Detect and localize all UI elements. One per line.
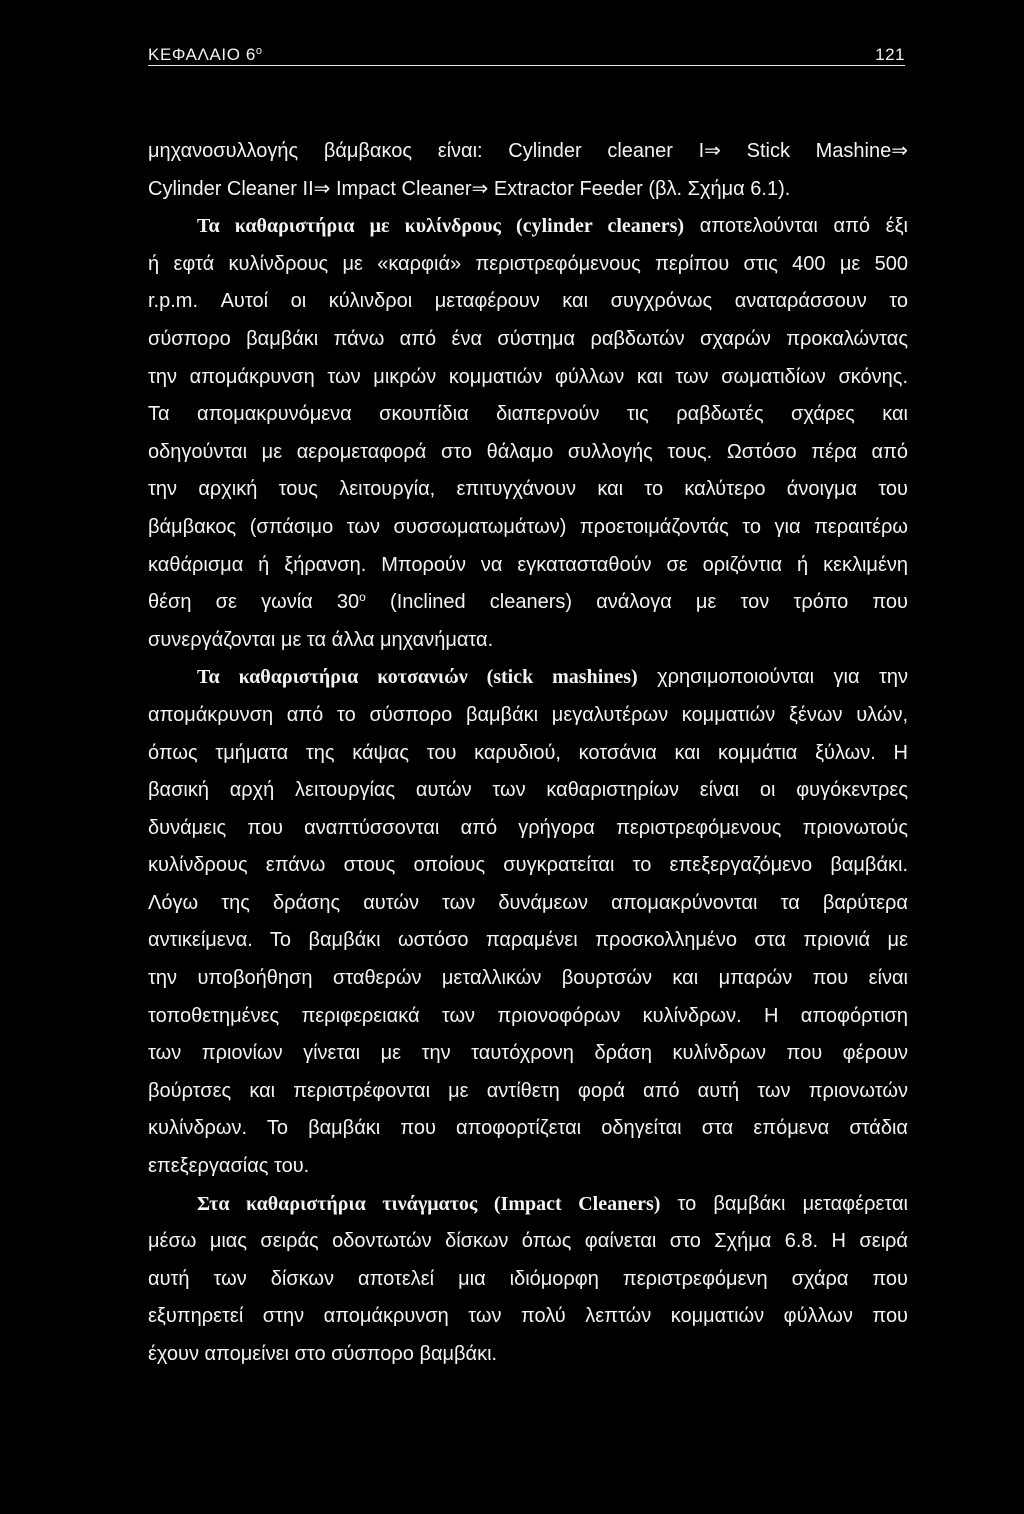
text-line: απομάκρυνση από το σύσπορο βαμβάκι μεγαλυτέρων κομματιών ξένων υλών, [148, 703, 908, 726]
text-line: έχουν απομείνει στο σύσπορο βαμβάκι. [148, 1343, 498, 1365]
bold-term: Τα καθαριστήρια κοτσανιών (stick mashines) [197, 666, 638, 689]
text-line: μηχανοσυλλογής βάμβακος είναι: Cylinder cleaner I⇒ Stick Mashine⇒ [148, 140, 908, 162]
line-text: θέση σε γωνία 30 [148, 591, 360, 614]
text-line: Λόγω της δράσης αυτών των δυνάμεων απομακρύνονται τα βαρύτερα [148, 891, 908, 914]
text-line [197, 208, 908, 246]
paragraph [148, 133, 908, 208]
text-line: την αρχική τους λειτουργία, επιτυγχάνουν και το καλύτερο άνοιγμα του [148, 478, 908, 501]
chapter-superscript: ο [255, 45, 263, 57]
text-line: επεξεργασίας του. [148, 1155, 310, 1178]
line-text: το βαμβάκι μεταφέρεται [660, 1192, 908, 1215]
text-line: κυλίνδρους επάνω στους οποίους συγκρατείται το επεξεργαζόμενο βαμβάκι. [148, 854, 908, 877]
paragraph [148, 208, 908, 659]
text-line [148, 584, 908, 622]
page-header [148, 44, 905, 66]
text-line: αντικείμενα. Το βαμβάκι ωστόσο παραμένει προσκολλημένο στα πριονιά με [148, 929, 908, 952]
text-line: ή εφτά κυλίνδρους με «καρφιά» περιστρεφόμενους περίπου στις 400 με 500 [148, 252, 908, 275]
text-line: εξυπηρετεί στην απομάκρυνση των πολύ λεπτών κομματιών φύλλων που [148, 1305, 908, 1328]
chapter-label: ΚΕΦΑΛΑΙΟ 6 [148, 45, 256, 64]
bold-term: Τα καθαριστήρια με κυλίνδρους (cylinder cleaners) [197, 215, 685, 238]
text-line: κυλίνδρων. Το βαμβάκι που αποφορτίζεται οδηγείται στα επόμενα στάδια [148, 1117, 908, 1140]
text-line: όπως τμήματα της κάψας του καρυδιού, κοτσάνια και κομμάτια ξύλων. Η [148, 741, 908, 764]
text-line: οδηγούνται με αερομεταφορά στο θάλαμο συλλογής τους. Ωστόσο πέρα από [148, 440, 908, 463]
line-text: χρησιμοποιούνται για την [637, 666, 909, 689]
text-line: σύσπορο βαμβάκι πάνω από ένα σύστημα ραβδωτών σχαρών προκαλώντας [148, 327, 908, 350]
text-line: την υποβοήθηση σταθερών μεταλλικών βουρτσών και μπαρών που είναι [148, 967, 908, 990]
text-line: των πριονίων γίνεται με την ταυτόχρονη δράση κυλίνδρων που φέρουν [148, 1042, 908, 1065]
text-line: Cylinder Cleaner II⇒ Impact Cleaner⇒ Extractor Feeder (βλ. Σχήμα 6.1). [148, 177, 791, 200]
chapter-title [148, 45, 263, 65]
text-line: καθάρισμα ή ξήρανση. Μπορούν να εγκατασταθούν σε οριζόντια ή κεκλιμένη [148, 553, 908, 576]
text-line: τοποθετημένες περιφερειακά των πριονοφόρων κυλίνδρων. Η αποφόρτιση [148, 1004, 908, 1027]
text-line: μέσω μιας σειράς οδοντωτών δίσκων όπως φαίνεται στο Σχήμα 6.8. Η σειρά [148, 1230, 908, 1253]
paragraph [148, 659, 908, 1185]
bold-term: Στα καθαριστήρια τινάγματος (Impact Cleaners) [197, 1192, 661, 1215]
body-text [148, 133, 908, 1374]
text-line: βασική αρχή λειτουργίας αυτών των καθαριστηρίων είναι οι φυγόκεντρες [148, 779, 908, 802]
text-line: βούρτσες και περιστρέφονται με αντίθετη φορά από αυτή των πριονωτών [148, 1079, 908, 1102]
line-text: (Inclined cleaners) ανάλογα με τον τρόπο που [365, 591, 908, 614]
text-line: συνεργάζονται με τα άλλα μηχανήματα. [148, 628, 494, 651]
line-text: αποτελούνται από έξι [684, 215, 908, 238]
paragraph [148, 1186, 908, 1374]
text-line: την απομάκρυνση των μικρών κομματιών φύλλων και των σωματιδίων σκόνης. [148, 365, 908, 388]
text-line: Τα απομακρυνόμενα σκουπίδια διαπερνούν τις ραβδωτές σχάρες και [148, 403, 908, 426]
text-line [197, 1186, 908, 1224]
text-line: βάμβακος (σπάσιμο των συσσωματωμάτων) προετοιμάζοντάς το για περαιτέρω [148, 515, 908, 538]
page-number: 121 [875, 45, 905, 64]
superscript: ο [359, 590, 366, 605]
text-line: αυτή των δίσκων αποτελεί μια ιδιόμορφη περιστρεφόμενη σχάρα που [148, 1267, 908, 1290]
text-line [197, 659, 908, 697]
text-line: r.p.m. Αυτοί οι κύλινδροι μεταφέρουν και συγχρόνως αναταράσσουν το [148, 290, 908, 313]
text-line: δυνάμεις που αναπτύσσονται από γρήγορα περιστρεφόμενους πριονωτούς [148, 816, 908, 839]
